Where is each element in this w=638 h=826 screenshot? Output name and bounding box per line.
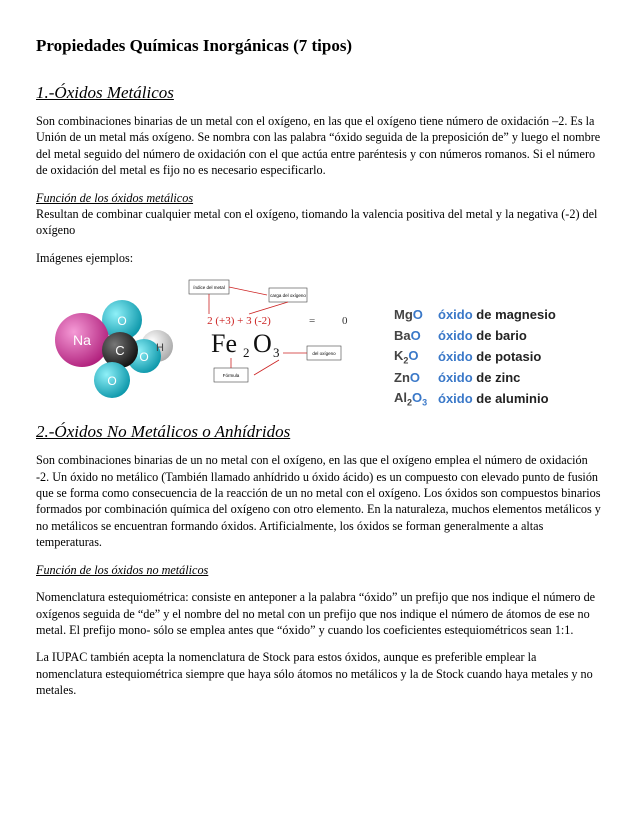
fe2o3-diagram (179, 272, 399, 400)
oxygen-label-bottom: O (107, 374, 117, 389)
diagram-equals: = (309, 315, 316, 328)
section-1-heading: 1.-Óxidos Metálicos (36, 83, 174, 102)
oxide-oxygen: O (409, 370, 421, 386)
oxide-word: óxido (438, 349, 473, 365)
oxide-oxygen: O (408, 347, 419, 363)
oxide-row (394, 304, 604, 325)
section-2-heading: 2.-Óxidos No Metálicos o Anhídridos (36, 422, 291, 442)
oxide-formula (394, 328, 438, 343)
oxide-name (438, 391, 549, 406)
oxide-formula (394, 307, 438, 322)
document-page (36, 36, 602, 699)
oxide-oxygen: O (410, 328, 421, 344)
oxide-name (438, 349, 541, 364)
section-1-paragraph-2: Resultan de combinar cualquier metal con el oxígeno, tiomando la valencia positiva del metal y la negativa (-2) del oxígeno (36, 207, 598, 238)
section-1-images-label: Imágenes ejemplos: (36, 250, 134, 265)
diagram-label-metal-index: índice del metal (193, 285, 225, 291)
oxide-word: óxido (438, 328, 473, 344)
oxide-row (394, 325, 604, 346)
oxide-examples-list (394, 304, 604, 409)
oxide-oxygen-subscript: 3 (422, 397, 428, 408)
oxide-name (438, 328, 527, 343)
oxide-name (438, 307, 556, 322)
oxide-metal: Mg (394, 307, 413, 323)
oxide-metal: Ba (394, 328, 411, 344)
diagram-zero: 0 (342, 315, 348, 328)
formula-sub-2: 2 (243, 345, 250, 361)
diagram-label-oxygen: del oxígeno (312, 351, 336, 357)
section-2-paragraph-2: Nomenclatura estequiométrica: consiste en anteponer a la palabra “óxido” un prefijo que nos indique el número de oxígenos seguida de “de” y el nombre del no metal con un prefijo que nos indique el número de átomos de ese no metal. El prefijo mono- sólo se emplea antes que “óxido” y cuando los coeficientes estequiométricos sean 1:1. (36, 590, 596, 637)
page-title: Propiedades Químicas Inorgánicas (7 tipos) (36, 36, 353, 55)
oxide-word: óxido (438, 307, 473, 323)
oxide-metal: K (394, 347, 404, 363)
section-2-subheading: Función de los óxidos no metálicos (36, 562, 209, 577)
diagram-equation: 2 (+3) + 3 (-2) (207, 315, 271, 328)
oxygen-label-right: O (139, 350, 149, 365)
oxide-metal: Al (394, 389, 407, 405)
formula-o: O (253, 329, 272, 359)
oxide-rest: de bario (476, 328, 527, 344)
oxide-rest: de potasio (476, 349, 542, 365)
oxide-word: óxido (438, 370, 473, 386)
oxide-formula (394, 390, 438, 408)
oxide-row (394, 367, 604, 388)
hydrogen-label: H (156, 342, 164, 355)
oxide-metal-subscript: 2 (407, 397, 413, 408)
oxide-oxygen: O (412, 307, 423, 323)
example-images (36, 270, 602, 412)
oxide-row (394, 388, 604, 409)
sodium-label: Na (73, 332, 91, 349)
oxide-name (438, 370, 520, 385)
oxide-metal: Zn (394, 370, 410, 386)
formula-sub-3: 3 (273, 345, 280, 361)
oxide-row (394, 346, 604, 367)
carbon-label: C (115, 343, 125, 359)
section-2-paragraph-3: La IUPAC también acepta la nomenclatura de Stock para estos óxidos, aunque es preferible emplear la nomenclatura estequiométrica siempre que haya sólo átomos no metálicos y la de Stock cuando haya metales y no metales. (36, 650, 593, 698)
section-1-paragraph-1: Son combinaciones binarias de un metal con el oxígeno, en las que el oxígeno tiene número de oxidación –2. Es la Unión de un metal más oxígeno. Se nombra con las palabra “óxido seguida de la preposición de” y luego el nombre del metal seguido del número de oxidación con el que actúa entre paréntesis y con números romanos. Si el número de oxidación del metal es fijo no es necesario especificarlo. (36, 114, 601, 178)
diagram-label-oxygen-charge: carga del oxígeno (270, 293, 306, 299)
oxide-rest: de aluminio (476, 391, 549, 407)
oxide-rest: de magnesio (476, 307, 556, 323)
oxide-oxygen: O (412, 389, 423, 405)
diagram-label-formula: Fórmula (222, 373, 240, 379)
oxide-formula (394, 348, 438, 366)
oxygen-label-top: O (117, 314, 127, 329)
section-2-paragraph-1: Son combinaciones binarias de un no metal con el oxígeno, en las que el oxígeno emplea el número de oxidación -2. Un óxido no metálico (También llamado anhídrido u óxido ácido) es un compuesto con elevado punto de fusión que se forma como consecuencia de la reacción de un no metal con el oxígeno. Los óxidos son compuestos binarios formados por combinación química del oxígeno con otro elemento. En la naturaleza, muchos elementos metálicos y no metálicos se encuentran formando óxidos. Artificialmente, los óxidos se forman generalmente a altas temperaturas. (36, 453, 601, 550)
oxide-word: óxido (438, 391, 473, 407)
section-1-subheading: Función de los óxidos metálicos (36, 190, 194, 205)
formula-fe: Fe (211, 329, 237, 359)
oxide-metal-subscript: 2 (403, 355, 409, 366)
oxide-rest: de zinc (476, 370, 521, 386)
oxide-formula (394, 370, 438, 385)
